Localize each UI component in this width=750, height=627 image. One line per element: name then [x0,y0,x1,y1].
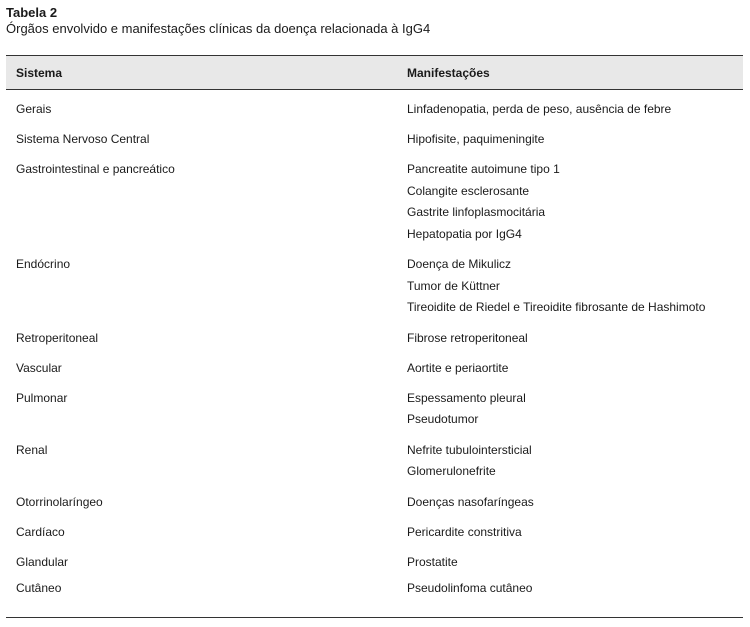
table-bottom-rule [6,617,743,618]
manifestacao-item: Pancreatite autoimune tipo 1 [407,162,560,176]
cell-manifestacoes [407,552,743,574]
table-header [6,55,743,90]
cell-manifestacoes [407,328,743,350]
manifestacao-item: Glomerulonefrite [407,464,496,478]
cell-sistema: Endócrino [16,257,71,271]
cell-sistema: Sistema Nervoso Central [16,132,150,146]
table-row [6,388,743,431]
manifestacao-item: Doenças nasofaríngeas [407,494,534,509]
manifestacao-item: Pericardite constritiva [407,524,522,539]
cell-sistema: Gerais [16,102,52,116]
cell-manifestacoes [407,578,743,600]
manifestacao-item: Espessamento pleural [407,390,526,405]
cell-manifestacoes [407,254,743,319]
cell-manifestacoes [407,159,743,245]
table-row [6,358,743,380]
manifestacao-item: Colangite esclerosante [407,183,530,198]
table-label: Tabela 2 [6,5,58,20]
table-row [6,440,743,483]
table-row [6,552,743,574]
manifestacao-item: Pseudolinfoma cutâneo [407,580,533,595]
cell-sistema: Glandular [16,554,69,569]
cell-manifestacoes [407,440,743,483]
manifestacao-item: Tireoidite de Riedel e Tireoidite fibrosante de Hashimoto [407,300,706,314]
cell-manifestacoes [407,522,743,544]
manifestacao-item: Pseudotumor [407,412,479,426]
cell-sistema: Renal [16,442,48,457]
manifestacao-item: Gastrite linfoplasmocitária [407,205,546,219]
manifestacao-item: Fibrose retroperitoneal [407,330,528,345]
table-row [6,522,743,544]
manifestacao-item: Hipofisite, paquimeningite [407,132,545,146]
cell-sistema: Vascular [16,360,62,375]
table-body [6,99,743,599]
manifestacao-item: Tumor de Küttner [407,278,500,293]
manifestacao-item: Prostatite [407,554,458,569]
table-row [6,99,743,121]
manifestacao-item: Hepatopatia por IgG4 [407,226,522,241]
table-row [6,159,743,245]
table-caption [6,5,430,37]
table-row [6,328,743,350]
cell-sistema: Gastrointestinal e pancreático [16,162,175,176]
manifestacao-item: Aortite e periaortite [407,360,509,375]
table-row [6,254,743,319]
manifestacao-item: Doença de Mikulicz [407,257,512,271]
cell-manifestacoes [407,492,743,514]
table-row [6,129,743,151]
header-sistema: Sistema [16,66,63,80]
manifestacao-item: Nefrite tubulointersticial [407,442,532,457]
cell-manifestacoes [407,99,743,121]
table-title: Órgãos envolvido e manifestações clínicas da doença relacionada à IgG4 [6,21,431,36]
table-row [6,578,743,600]
manifestacao-item: Linfadenopatia, perda de peso, ausência de febre [407,102,672,116]
header-manifestacoes: Manifestações [407,66,490,80]
cell-sistema: Retroperitoneal [16,330,99,345]
cell-sistema: Cutâneo [16,580,62,595]
cell-sistema: Pulmonar [16,390,68,405]
cell-manifestacoes [407,388,743,431]
cell-sistema: Cardíaco [16,524,65,539]
cell-manifestacoes [407,358,743,380]
cell-manifestacoes [407,129,743,151]
cell-sistema: Otorrinolaríngeo [16,494,103,509]
table-row [6,492,743,514]
